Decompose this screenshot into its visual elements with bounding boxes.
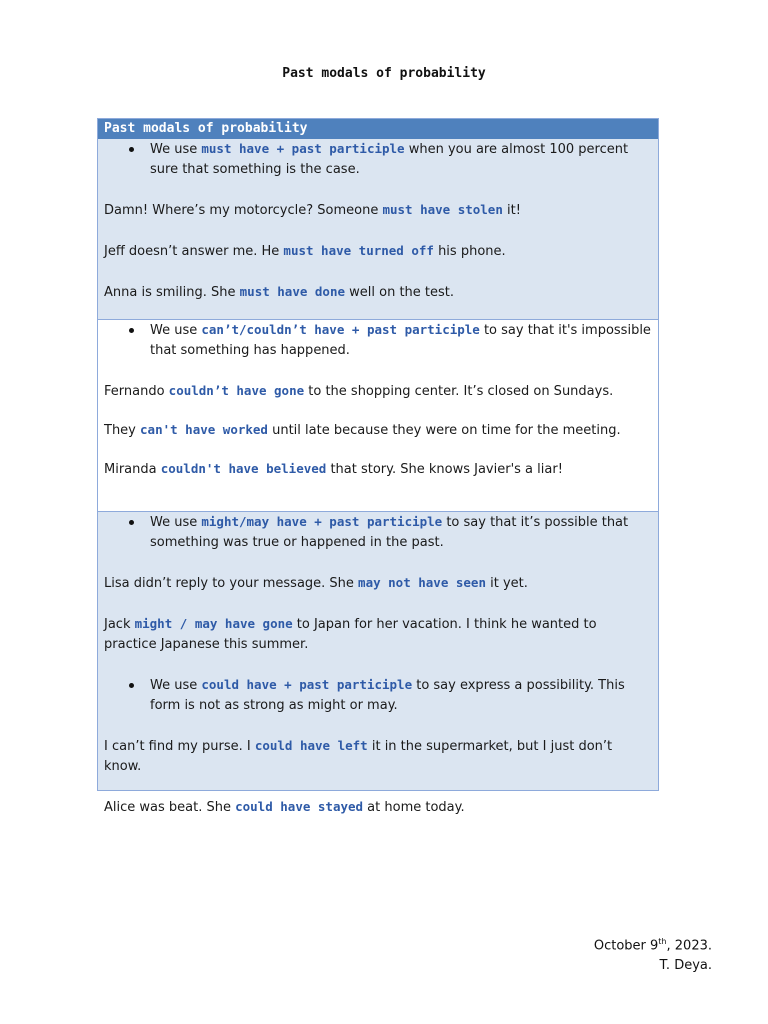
highlight-term: might/may have + past participle [201,514,443,529]
section-might-could-have [98,512,658,815]
signature-block [594,932,712,976]
example-sentence: Fernando couldn’t have gone to the shopping center. It’s closed on Sundays. [104,383,614,399]
rule-bullet: We use could have + past participle to say express a possibility. This form is not as strong as might or may. [104,675,652,716]
table-header: Past modals of probability [98,119,658,139]
highlight-term: must have done [239,284,345,299]
example-sentence: Jeff doesn’t answer me. He must have turned off his phone. [104,243,506,259]
example-sentence: Miranda couldn't have believed that story. She knows Javier's a liar! [104,461,563,477]
highlight-term: can't have worked [140,422,268,437]
example-sentence: Lisa didn’t reply to your message. She may not have seen it yet. [104,575,528,591]
page-title: Past modals of probability [282,66,486,81]
signature-date: October 9th, 2023. [593,937,712,954]
highlight-term: must have turned off [283,243,434,258]
highlight-term: couldn't have believed [160,461,327,476]
highlight-term: can’t/couldn’t have + past participle [201,322,480,337]
example-sentence: Anna is smiling. She must have done well on the test. [104,284,455,300]
section-cant-have [98,319,658,512]
example-sentence: They can't have worked until late because they were on time for the meeting. [104,422,621,438]
highlight-term: could have left [254,738,368,753]
signature-author: T. Deya. [659,958,712,974]
rule-bullet: We use can’t/couldn’t have + past participle to say that it's impossible that something has happened. [104,320,652,361]
modals-table [97,118,659,815]
rule-bullet: We use might/may have + past participle to say that it’s possible that something was true or happened in the past. [104,512,652,553]
highlight-term: couldn’t have gone [168,383,305,398]
highlight-term: must have stolen [382,202,503,217]
section-must-have [98,139,658,319]
highlight-term: must have + past participle [201,141,405,156]
highlight-term: could have + past participle [201,677,413,692]
example-sentence: Damn! Where’s my motorcycle? Someone must have stolen it! [104,202,521,218]
rule-bullet: We use must have + past participle when you are almost 100 percent sure that something is the case. [104,139,652,180]
highlight-term: might / may have gone [134,616,293,631]
example-sentence: Jack might / may have gone to Japan for her vacation. I think he wanted to practice Japanese this summer. [104,616,597,652]
example-sentence: I can’t find my purse. I could have left it in the supermarket, but I just don’t know. [104,738,613,774]
highlight-term: could have stayed [235,799,364,814]
example-sentence: Alice was beat. She could have stayed at home today. [104,799,465,815]
highlight-term: may not have seen [358,575,486,590]
